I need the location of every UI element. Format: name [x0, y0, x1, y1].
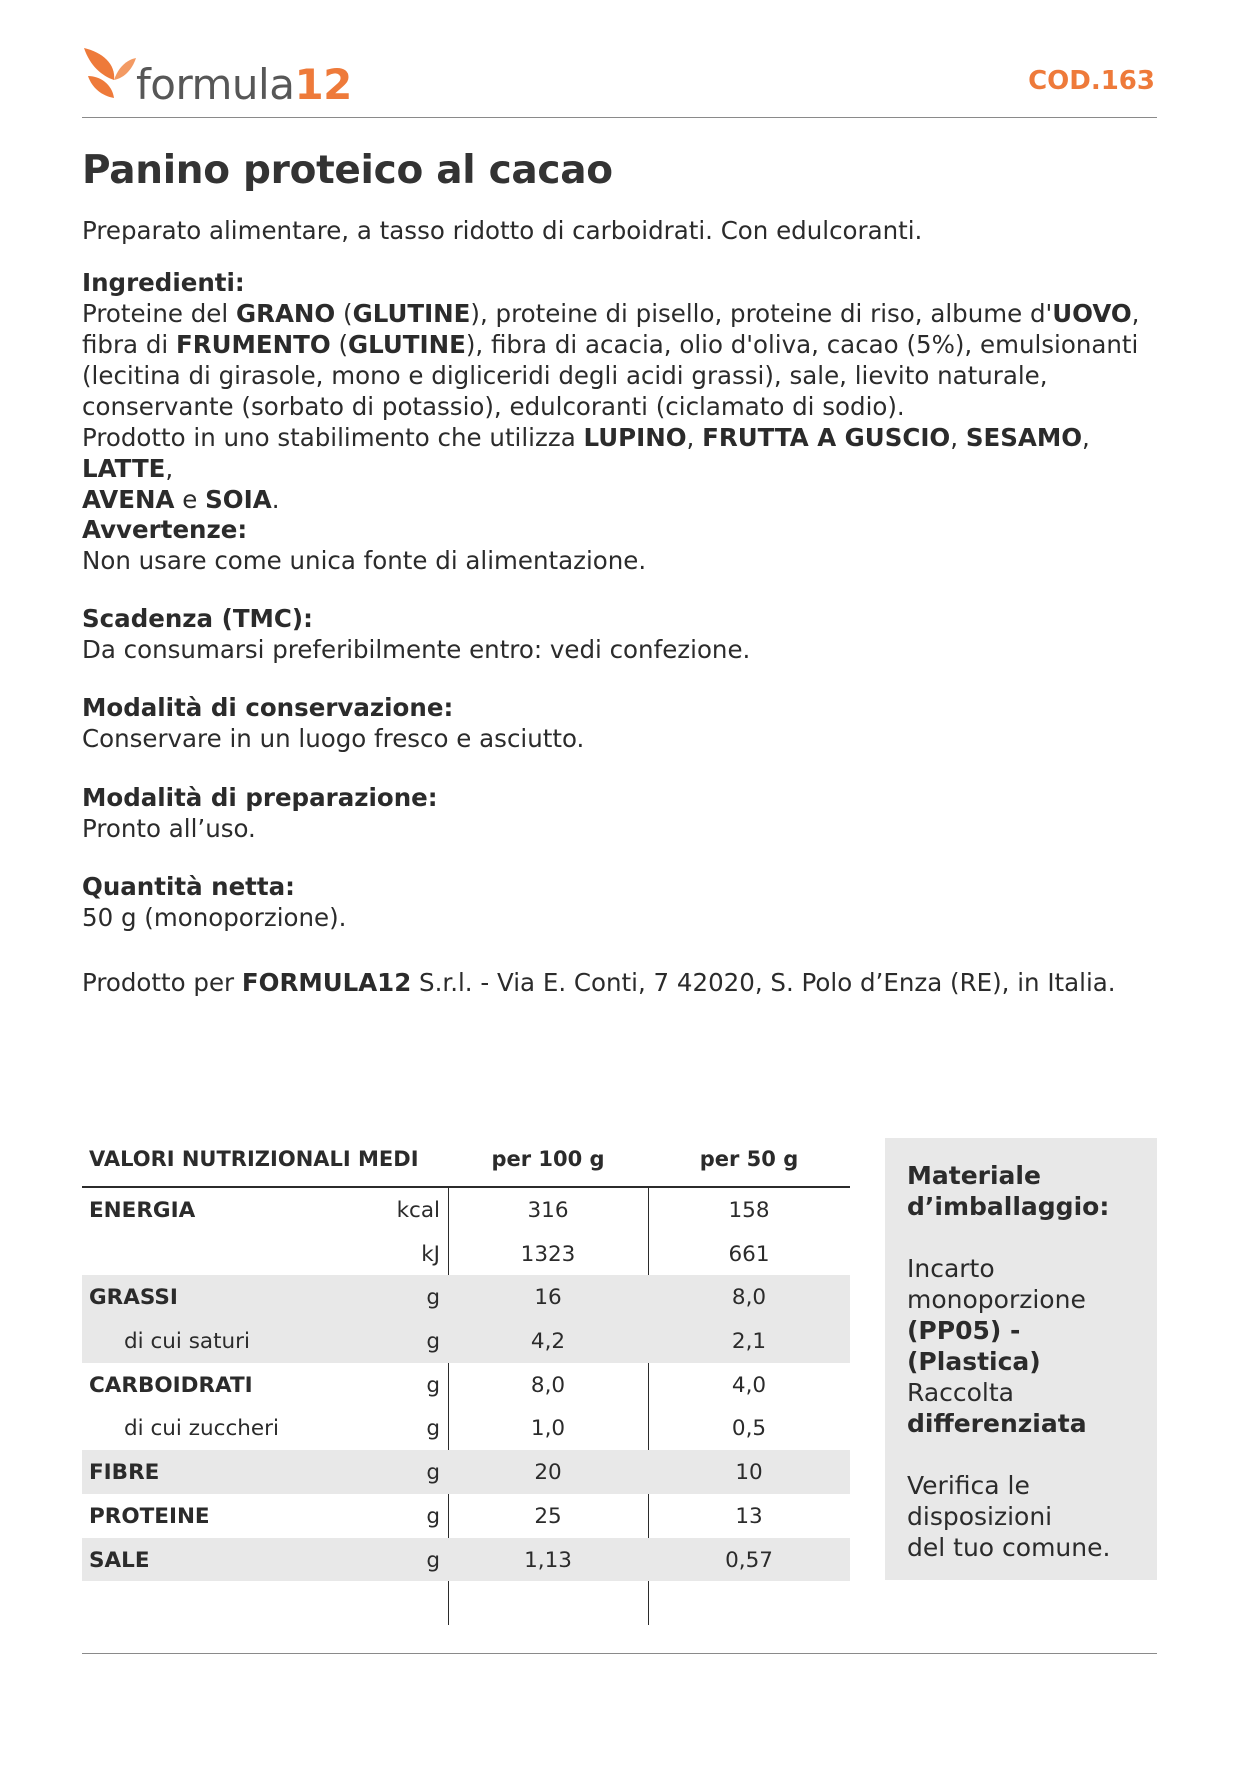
row-label: SALE [89, 1547, 150, 1573]
packaging-line: del tuo comune. [907, 1533, 1111, 1562]
row-unit: kcal [396, 1198, 440, 1223]
table-row [82, 1319, 850, 1363]
brand-logo [82, 46, 422, 108]
table-row [82, 1232, 850, 1276]
leaf-icon [82, 46, 136, 104]
packaging-text [907, 1160, 1147, 1563]
row-value-per50: 0,5 [731, 1416, 767, 1442]
packaging-line: Verifica le [907, 1471, 1030, 1500]
row-unit: g [426, 1547, 440, 1573]
producer-prefix: Prodotto per [82, 968, 242, 997]
row-unit: g [426, 1503, 440, 1529]
packaging-line: Raccolta [907, 1378, 1014, 1407]
row-unit: kJ [421, 1241, 440, 1267]
row-value-per100: 25 [534, 1503, 562, 1529]
row-value-per50: 0,57 [725, 1547, 773, 1573]
preparation-section [82, 782, 1162, 844]
row-value-per50: 661 [728, 1241, 770, 1267]
packaging-box [885, 1138, 1157, 1580]
row-value-per100: 4,2 [530, 1329, 566, 1355]
packaging-heading: d’imballaggio: [907, 1192, 1110, 1221]
row-value-per50: 4,0 [731, 1372, 767, 1398]
expiry-section [82, 603, 1162, 665]
row-label: GRASSI [89, 1285, 178, 1311]
allergen-line: Prodotto in uno stabilimento che utilizza LUPINO, FRUTTA A GUSCIO, SESAMO, LATTE, [82, 423, 1090, 483]
row-value-per100: 20 [534, 1460, 562, 1486]
row-unit: g [426, 1285, 440, 1311]
producer-line [82, 967, 1162, 998]
expiry-text: Da consumarsi preferibilmente entro: vedi confezione. [82, 635, 751, 664]
ingredients-heading: Ingredienti: [82, 268, 245, 297]
table-row [82, 1450, 850, 1494]
row-value-per100: 16 [534, 1285, 562, 1311]
allergen-line: AVENA e SOIA. [82, 485, 280, 514]
row-value-per50: 8,0 [731, 1285, 767, 1311]
nutrition-table-header [82, 1138, 850, 1188]
product-subtitle: Preparato alimentare, a tasso ridotto di carboidrati. Con edulcoranti. [82, 216, 923, 245]
logo-number: 12 [294, 60, 352, 109]
row-label: ENERGIA [89, 1198, 196, 1223]
col-header-nutrients: VALORI NUTRIZIONALI MEDI [89, 1147, 419, 1171]
row-value-per100: 8,0 [530, 1372, 566, 1398]
col-header-per100: per 100 g [491, 1147, 605, 1171]
row-value-per50: 158 [728, 1198, 770, 1223]
table-row [82, 1406, 850, 1450]
row-unit: g [426, 1416, 440, 1442]
nutrition-table [82, 1138, 850, 1581]
producer-address: S.r.l. - Via E. Conti, 7 42020, S. Polo d’Enza (RE), in Italia. [411, 968, 1116, 997]
header-divider [82, 117, 1157, 118]
logo-word: formula [136, 60, 295, 109]
row-value-per50: 10 [735, 1460, 763, 1486]
product-code: COD.163 [1028, 66, 1155, 96]
warnings-heading: Avvertenze: [82, 515, 248, 544]
row-label: FIBRE [89, 1460, 160, 1486]
row-value-per100: 1,13 [524, 1547, 572, 1573]
table-row [82, 1363, 850, 1407]
row-label: PROTEINE [89, 1503, 210, 1529]
row-value-per100: 1,0 [530, 1416, 566, 1442]
table-row [82, 1494, 850, 1538]
ingredients-line: fibra di FRUMENTO (GLUTINE), fibra di acacia, olio d'oliva, cacao (5%), emulsionanti [82, 330, 1139, 359]
row-value-per100: 1323 [520, 1241, 576, 1267]
net-quantity-heading: Quantità netta: [82, 872, 295, 901]
warnings-text: Non usare come unica fonte di alimentazione. [82, 546, 647, 575]
storage-section [82, 692, 1162, 754]
net-quantity-text: 50 g (monoporzione). [82, 903, 347, 932]
row-value-per50: 2,1 [731, 1329, 767, 1355]
net-quantity-section [82, 871, 1162, 933]
row-label: CARBOIDRATI [89, 1372, 253, 1398]
row-unit: g [426, 1460, 440, 1486]
producer-brand: FORMULA12 [241, 968, 412, 997]
row-value-per50: 13 [735, 1503, 763, 1529]
row-label: di cui zuccheri [124, 1416, 279, 1442]
packaging-material-code: (PP05) - (Plastica) [907, 1316, 1041, 1376]
page-title: Panino proteico al cacao [82, 148, 613, 193]
preparation-text: Pronto all’uso. [82, 814, 256, 843]
col-header-per50: per 50 g [699, 1147, 799, 1171]
footer-divider [82, 1653, 1157, 1654]
packaging-line: differenziata [907, 1409, 1087, 1438]
row-value-per100: 316 [527, 1198, 569, 1223]
expiry-heading: Scadenza (TMC): [82, 604, 313, 633]
packaging-line: monoporzione [907, 1285, 1086, 1314]
table-row [82, 1188, 850, 1232]
logo-wordmark [136, 60, 352, 109]
packaging-line: Incarto [907, 1254, 995, 1283]
packaging-line: disposizioni [907, 1502, 1053, 1531]
row-label: di cui saturi [124, 1329, 250, 1355]
preparation-heading: Modalità di preparazione: [82, 783, 438, 812]
storage-text: Conservare in un luogo fresco e asciutto. [82, 724, 585, 753]
storage-heading: Modalità di conservazione: [82, 693, 454, 722]
table-row [82, 1275, 850, 1319]
packaging-heading: Materiale [907, 1161, 1041, 1190]
ingredients-line: (lecitina di girasole, mono e digliceridi degli acidi grassi), sale, lievito naturale, [82, 361, 1048, 390]
row-unit: g [426, 1372, 440, 1398]
ingredients-section [82, 267, 1162, 515]
ingredients-line: Proteine del GRANO (GLUTINE), proteine di pisello, proteine di riso, albume d'UOVO, [82, 299, 1140, 328]
row-unit: g [426, 1329, 440, 1355]
warnings-section [82, 514, 1162, 576]
table-row [82, 1538, 850, 1582]
ingredients-line: conservante (sorbato di potassio), edulcoranti (ciclamato di sodio). [82, 392, 905, 421]
